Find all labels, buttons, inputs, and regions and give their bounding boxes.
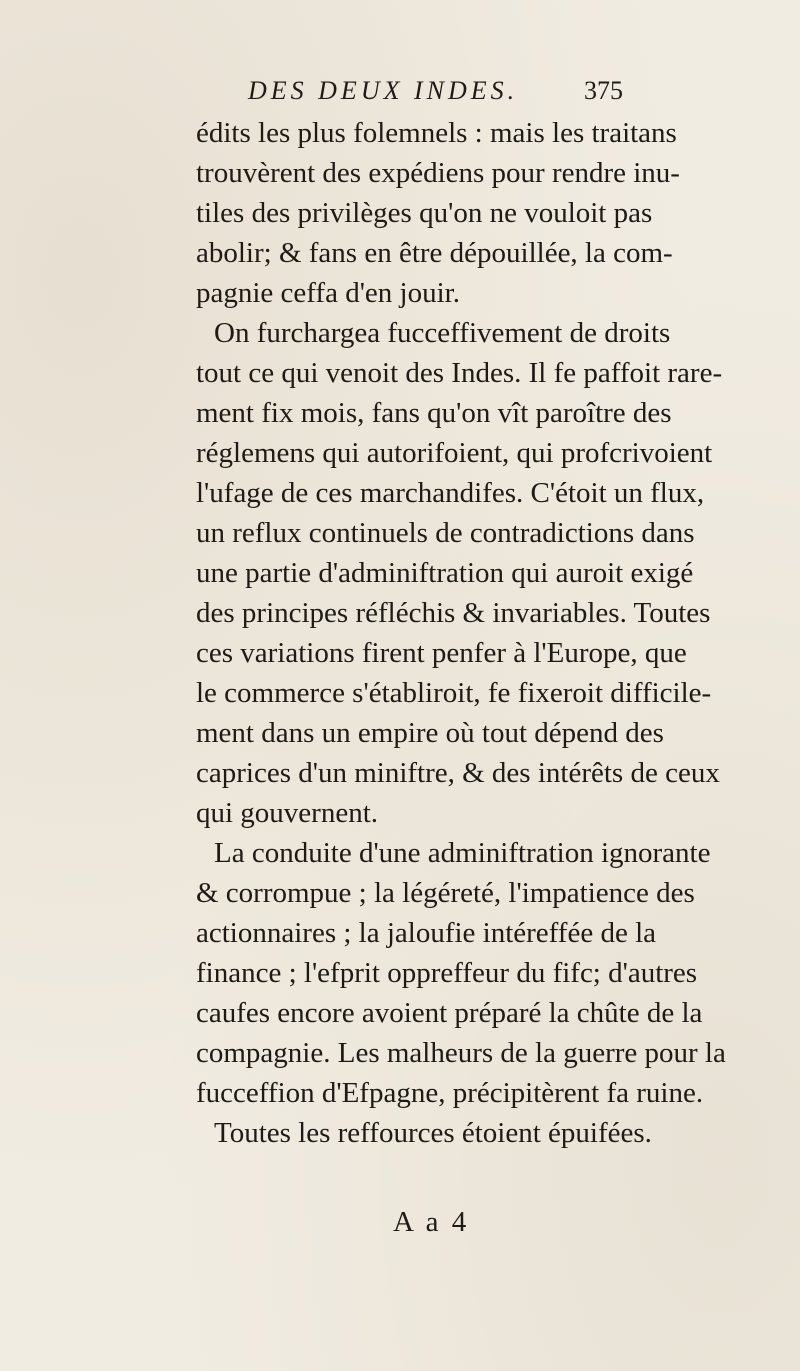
text-line: l'ufage de ces marchandifes. C'étoit un flux, xyxy=(196,477,705,509)
text-line: tout ce qui venoit des Indes. Il fe paffoit rare- xyxy=(196,357,723,389)
running-title: DES DEUX INDES. xyxy=(248,76,519,105)
text-line: ment fix mois, fans qu'on vît paroître des xyxy=(196,397,672,429)
text-line: réglemens qui autorifoient, qui profcrivoient xyxy=(196,437,713,469)
page-number: 375 xyxy=(584,76,623,105)
text-line: trouvèrent des expédiens pour rendre inu- xyxy=(196,157,680,189)
text-line: un reflux continuels de contradictions dans xyxy=(196,517,695,549)
text-line: qui gouvernent. xyxy=(196,797,379,829)
text-line: finance ; l'efprit oppreffeur du fifc; d'autres xyxy=(196,957,698,989)
text-line: le commerce s'établiroit, fe fixeroit difficile- xyxy=(196,677,712,709)
text-line: caprices d'un miniftre, & des intérêts de ceux xyxy=(196,757,720,789)
text-line: fucceffion d'Efpagne, précipitèrent fa ruine. xyxy=(196,1077,704,1109)
text-line: compagnie. Les malheurs de la guerre pour la xyxy=(196,1037,726,1069)
text-line: & corrompue ; la légéreté, l'impatience des xyxy=(196,877,695,909)
text-line: une partie d'adminiftration qui auroit exigé xyxy=(196,557,694,589)
page-header xyxy=(248,76,648,112)
text-line: édits les plus folemnels : mais les traitans xyxy=(196,117,677,149)
text-line: ment dans un empire où tout dépend des xyxy=(196,717,664,749)
text-line: La conduite d'une adminiftration ignorante xyxy=(214,837,711,869)
text-line: abolir; & fans en être dépouillée, la com- xyxy=(196,237,673,269)
text-line: caufes encore avoient préparé la chûte de la xyxy=(196,997,703,1029)
text-line: tiles des privilèges qu'on ne vouloit pas xyxy=(196,197,653,229)
text-line: pagnie ceffa d'en jouir. xyxy=(196,277,460,309)
text-line: On furchargea fucceffivement de droits xyxy=(214,317,671,349)
text-line: ces variations firent penfer à l'Europe, que xyxy=(196,637,687,669)
text-line: des principes réfléchis & invariables. Toutes xyxy=(196,597,711,629)
text-line: Toutes les reffources étoient épuifées. xyxy=(214,1117,652,1149)
text-line: actionnaires ; la jaloufie intéreffée de la xyxy=(196,917,657,949)
signature-mark: A a 4 xyxy=(393,1206,470,1238)
